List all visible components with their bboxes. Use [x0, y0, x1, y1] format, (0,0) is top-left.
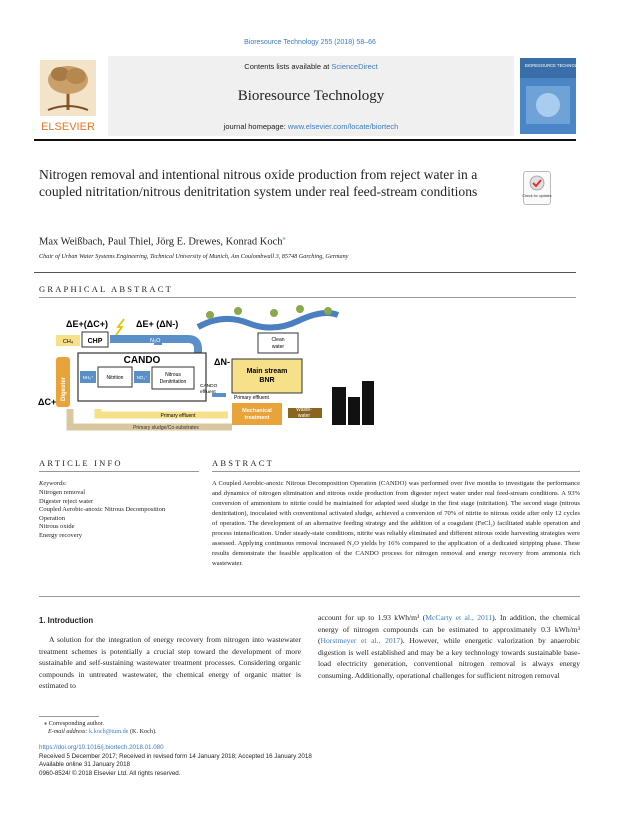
n2o-label: N₂O: [150, 338, 161, 344]
contents-line: [108, 62, 514, 71]
nitrous-label-1: Nitrous: [165, 372, 181, 378]
energy-carbon-label: ΔE+(ΔC+): [66, 319, 108, 329]
cando-effluent-1: CANDO: [200, 384, 218, 389]
header-rule: [34, 139, 576, 141]
wastewater-2: water: [297, 413, 311, 419]
homepage-prefix: journal homepage:: [223, 122, 288, 131]
article-info-heading: ARTICLE INFO: [39, 458, 123, 468]
wastewater-1: Waste-: [296, 407, 312, 413]
citation-link[interactable]: Horstmeyer et al., 2017: [320, 636, 401, 646]
abstract-rule: [212, 471, 580, 472]
mechanical-1: Mechanical: [242, 408, 272, 414]
intro-text: ). However, while energetic valorization by anaerobic digestion is well established and may be a key technology towards sustainable base-load electricity generation, conventional nitrogen removal is always energy consuming. Additionally, operational challenges for sufficient nitrogen removal: [318, 636, 580, 680]
graphical-abstract-figure: [38, 305, 374, 435]
elsevier-logo: [34, 58, 102, 134]
intro-text: account for up to 1.93 kWh/m³ (: [318, 613, 426, 622]
abstract-bottom-rule: [39, 596, 580, 597]
keyword: Energy recovery: [39, 531, 83, 539]
affiliation: Chair of Urban Water Systems Engineering, Technical University of Munich, Am Coulombwall 3, 85748 Garching, Germany: [39, 253, 349, 260]
corresponding-author-mark[interactable]: ⁎: [282, 236, 286, 242]
citation-link[interactable]: McCarty et al., 2011: [425, 613, 493, 622]
mechanical-2: treatment: [244, 415, 270, 421]
primary-effluent-label: Primary effluent: [160, 413, 196, 419]
digester-label: Digester: [61, 376, 67, 401]
cando-effluent-2: effluent: [200, 390, 216, 395]
intro-column-2: [318, 612, 580, 682]
nitrous-label-2: Denitritation: [159, 379, 187, 385]
keyword: Nitrous oxide: [39, 523, 75, 531]
journal-cover-image: [520, 58, 587, 134]
keywords-label: Keywords:: [39, 480, 67, 487]
article-info-rule: [39, 471, 199, 472]
email-line: [48, 728, 157, 735]
homepage-link[interactable]: www.elsevier.com/locate/biortech: [287, 122, 399, 131]
journal-name: Bioresource Technology: [237, 88, 385, 104]
cover-title: BIORESOURCE TECHNOLOGY: [525, 63, 587, 68]
check-for-updates-badge[interactable]: [523, 171, 551, 205]
journal-reference[interactable]: Bioresource Technology 255 (2018) 58–66: [244, 39, 376, 46]
corresponding-author-note: ⁎ Corresponding author.: [44, 720, 104, 727]
no2-label: NO₂⁻: [136, 375, 148, 380]
publication-info: [39, 744, 312, 778]
keywords-list: [39, 489, 165, 541]
received-dates: Received 5 December 2017; Received in revised form 14 January 2018; Accepted 16 January 2018: [39, 752, 312, 760]
email-label: E-mail address:: [48, 728, 90, 735]
copyright: 0960-8524/ © 2018 Elsevier Ltd. All rights reserved.: [39, 769, 181, 777]
primary-sludge-label: Primary sludge/Co-substrates: [133, 425, 199, 431]
email-link[interactable]: k.koch@tum.de: [89, 728, 129, 735]
clean-water-1: Clean: [271, 337, 285, 343]
intro-column-1: A solution for the integration of energy recovery from nitrogen into wastewater treatment schemes is potentially a crucial step toward the development of more sustainable and self-sustaining wastewater treatment processes. Considering organic compounds in untreated wastewater, the chemical energy of organic matter is estimated to: [39, 635, 301, 691]
abstract-text: A Coupled Aerobic-anoxic Nitrous Decomposition Operation (CANDO) was performed over five months to investigate the performance and dynamics of nitrogen elimination and nitrous oxide production from digester reject water under real feed-stream conditions. A 93% conversion of ammonium to nitrite could be maintained for adapted seed sludge in the first stage (nitritation). The second stage (nitrous denitritation), inoculated with conventional activated sludge, achieved a conversion of 70% of nitrite to nitrous oxide after only 12 cycles of operation. The development of an alternative feeding strategy and the addition of a coagulant (FeCl₂) facilitated stable operation and process intensification. Under steady-state conditions, nitrite was reliably eliminated and different nitrous oxide harvesting strategies were assessed. Applying continuous removal increased N₂O yields by 16% compared to the application of a dedicated stripping phase. These results demonstrate the feasible application of the CANDO process for nitrogen removal and energy recovery from ammonia rich wastewater.: [212, 480, 580, 567]
introduction-heading: 1. Introduction: [39, 616, 94, 625]
intro-text: ). In addition, the chemical energy of nitrogen compounds can be estimated to approximately 0.3 kWh/m³ (: [318, 613, 580, 646]
check-updates-label: Check for updates: [522, 194, 552, 198]
abstract-heading: ABSTRACT: [212, 458, 274, 468]
authors: Max Weißbach, Paul Thiel, Jörg E. Drewes, Konrad Koch: [39, 236, 283, 248]
cando-label: CANDO: [123, 355, 161, 366]
email-suffix: (K. Koch).: [128, 728, 157, 735]
elsevier-wordmark: ELSEVIER: [41, 121, 95, 133]
keyword: Digester reject water: [39, 497, 94, 505]
chp-label: CHP: [87, 338, 103, 345]
keyword: Nitrogen removal: [39, 489, 86, 496]
check-updates-icon: [524, 172, 550, 204]
footnote-rule: [39, 716, 99, 717]
nitrogen-removal-label: ΔN-: [214, 357, 230, 367]
keyword: Coupled Aerobic-anoxic Nitrous Decomposition: [39, 506, 166, 514]
graphical-abstract-heading: GRAPHICAL ABSTRACT: [39, 284, 173, 294]
nitrition-label: Nitrition: [106, 375, 124, 381]
energy-nitrogen-label: ΔE+ (ΔN-): [136, 319, 179, 329]
graphical-abstract-rule: [39, 297, 576, 298]
journal-homepage: [108, 122, 514, 131]
carbon-gain-label: ΔC+: [38, 397, 57, 407]
sciencedirect-link[interactable]: ScienceDirect: [331, 62, 378, 71]
main-stream-2: BNR: [259, 377, 275, 384]
ch4-label: CH₄: [62, 339, 74, 345]
primary-effluent-top: Primary effluent: [234, 395, 269, 401]
contents-prefix: Contents lists available at: [244, 62, 332, 71]
article-title: Nitrogen removal and intentional nitrous oxide production from reject water in a coupled nitritation/nitrous denitritation system under real feed-stream conditions: [39, 167, 478, 199]
clean-water-2: water: [271, 344, 285, 350]
nh4-label: NH₄⁺: [82, 375, 94, 380]
keyword: Operation: [39, 514, 65, 522]
section-divider: [34, 272, 576, 273]
doi-link[interactable]: https://doi.org/10.1016/j.biortech.2018.01.080: [39, 744, 164, 751]
main-stream-1: Main stream: [246, 368, 288, 375]
available-online: Available online 31 January 2018: [39, 761, 131, 769]
author-list: [39, 235, 286, 248]
